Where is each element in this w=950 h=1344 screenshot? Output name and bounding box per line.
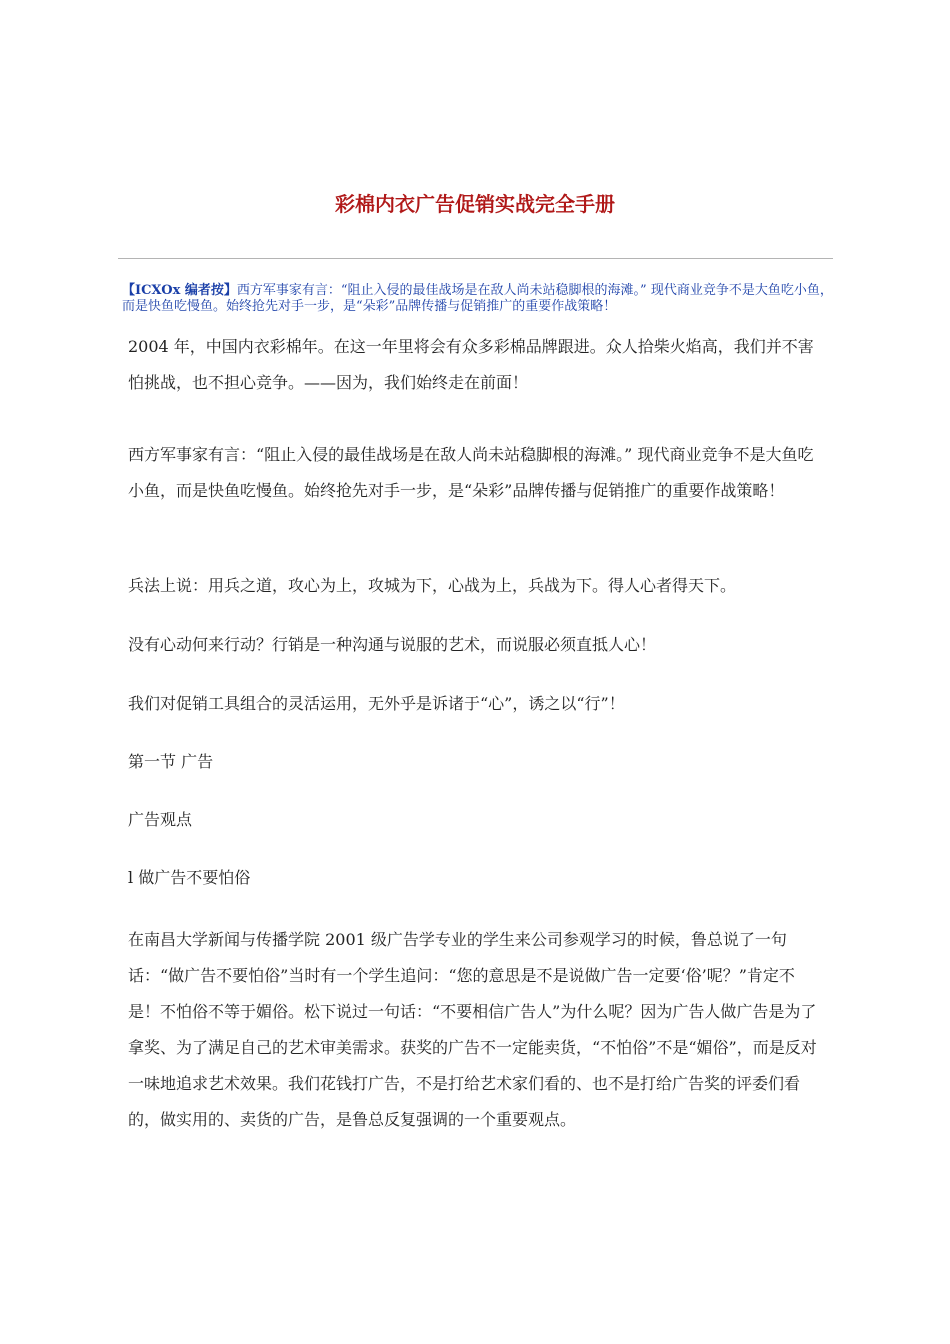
bullet-heading: l 做广告不要怕俗 [128, 868, 251, 887]
paragraph-strategy: 兵法上说：用兵之道，攻心为上，攻城为下，心战为上，兵战为下。得人心者得天下。 [128, 576, 737, 595]
paragraph-tools: 我们对促销工具组合的灵活运用，无外乎是诉诸于“心”，诱之以“行”！ [128, 694, 625, 713]
paragraph-body: 在南昌大学新闻与传播学院 2001 级广告学专业的学生来公司参观学习的时候，鲁总说了一句话：“做广告不要怕俗”当时有一个学生追问：“您的意思是不是说做广告一定要‘俗’呢？”肯定不是！不怕俗不等于媚俗。松下说过一句话：“不要相信广告人”为什么呢？因为广告人做广告是为了拿奖、为了满足自己的艺术审美需求。获奖的广告不一定能卖货，“不怕俗”不是“媚俗”，而是反对一味地追求艺术效果。我们花钱打广告，不是打给艺术家们看的、也不是打给广告奖的评委们看的，做实用的、卖货的广告，是鲁总反复强调的一个重要观点。 [128, 930, 817, 1129]
paragraph-persuasion: 没有心动何来行动？行销是一种沟通与说服的艺术，而说服必须直抵人心！ [128, 635, 657, 654]
paragraph-quote: 西方军事家有言：“阻止入侵的最佳战场是在敌人尚未站稳脚根的海滩。” 现代商业竞争不是大鱼吃小鱼，而是快鱼吃慢鱼。始终抢先对手一步，是“朵彩”品牌传播与促销推广的重要作战策略！ [128, 445, 814, 500]
title-divider [118, 258, 833, 259]
subsection-heading: 广告观点 [128, 810, 193, 829]
editor-note [122, 283, 834, 315]
section-heading: 第一节 广告 [128, 752, 214, 771]
editor-note-tag: 【ICXOx 编者按】 [122, 283, 237, 298]
editor-note-text: 西方军事家有言：“阻止入侵的最佳战场是在敌人尚未站稳脚根的海滩。” 现代商业竞争不是大鱼吃小鱼，而是快鱼吃慢鱼。始终抢先对手一步，是“朵彩”品牌传播与促销推广的重要作战策略！ [122, 283, 833, 314]
paragraph-intro: 2004 年，中国内衣彩棉年。在这一年里将会有众多彩棉品牌跟进。众人拾柴火焰高，我们并不害怕挑战，也不担心竞争。——因为，我们始终走在前面！ [128, 337, 814, 392]
document-title: 彩棉内衣广告促销实战完全手册 [335, 192, 615, 216]
